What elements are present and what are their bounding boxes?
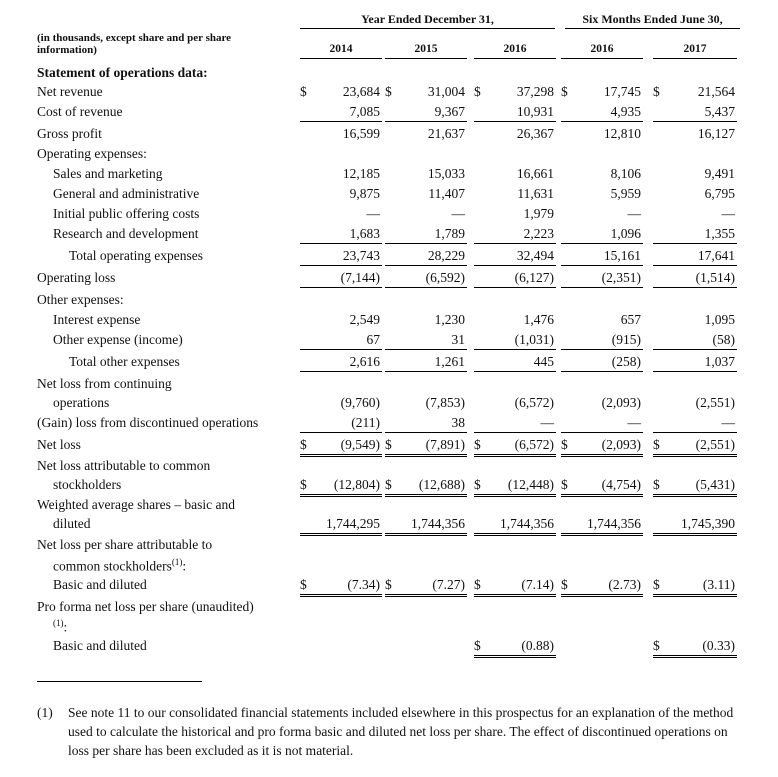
row-label bbox=[53, 393, 109, 412]
row-label bbox=[53, 614, 67, 637]
underline bbox=[653, 243, 737, 244]
double-underline bbox=[561, 533, 643, 536]
underline bbox=[653, 349, 737, 350]
value-cell: (6,572) bbox=[514, 437, 554, 452]
value-cell: (2,093) bbox=[601, 437, 641, 452]
double-underline bbox=[653, 594, 737, 597]
value-cell: 1,355 bbox=[704, 226, 735, 241]
value-cell: 32,494 bbox=[516, 248, 554, 263]
value-cell: (6,572) bbox=[514, 395, 554, 410]
value-cell: 1,744,356 bbox=[411, 516, 465, 531]
value-cell: (9,760) bbox=[340, 395, 380, 410]
value-cell: — bbox=[451, 206, 465, 221]
value-cell: 21,564 bbox=[697, 84, 735, 99]
row-label-text: operations bbox=[53, 395, 110, 410]
currency-symbol: $ bbox=[474, 437, 481, 452]
year-header-5: 2017 bbox=[683, 43, 707, 55]
row-label-text: General and administrative bbox=[53, 186, 200, 201]
row-label-text: Weighted average shares – basic and bbox=[37, 497, 235, 512]
value-cell: — bbox=[721, 415, 735, 430]
double-underline bbox=[300, 594, 382, 597]
underline bbox=[561, 287, 643, 288]
currency-symbol: $ bbox=[474, 84, 481, 99]
row-label-text: diluted bbox=[53, 516, 91, 531]
value-cell: 6,795 bbox=[704, 186, 735, 201]
double-underline bbox=[474, 533, 556, 536]
value-cell: 15,033 bbox=[427, 166, 465, 181]
value-cell: (9,549) bbox=[340, 437, 380, 452]
underline bbox=[561, 349, 643, 350]
value-cell: 2,549 bbox=[349, 312, 380, 327]
value-cell: (7.27) bbox=[432, 577, 465, 592]
value-cell: (7.14) bbox=[521, 577, 554, 592]
underline bbox=[474, 265, 556, 266]
row-label bbox=[53, 636, 147, 655]
double-underline bbox=[653, 533, 737, 536]
value-cell: (0.88) bbox=[521, 638, 554, 653]
underline bbox=[561, 371, 643, 372]
underline bbox=[561, 121, 643, 122]
row-label bbox=[37, 435, 81, 454]
currency-symbol: $ bbox=[385, 477, 392, 492]
row-label bbox=[37, 535, 212, 554]
underline bbox=[653, 287, 737, 288]
value-cell: 1,745,390 bbox=[681, 516, 735, 531]
row-label bbox=[37, 144, 147, 163]
value-cell: (3.11) bbox=[702, 577, 735, 592]
value-cell: 16,599 bbox=[342, 126, 380, 141]
currency-symbol: $ bbox=[474, 477, 481, 492]
currency-symbol: $ bbox=[300, 437, 307, 452]
value-cell: (7,853) bbox=[425, 395, 465, 410]
currency-symbol: $ bbox=[300, 577, 307, 592]
row-label-text: Basic and diluted bbox=[53, 638, 147, 653]
value-cell: 10,931 bbox=[516, 104, 554, 119]
value-cell: (7.34) bbox=[347, 577, 380, 592]
underline bbox=[561, 265, 643, 266]
row-label bbox=[37, 102, 122, 121]
double-underline bbox=[561, 454, 643, 457]
row-label-text: Net revenue bbox=[37, 84, 103, 99]
value-cell: 11,631 bbox=[517, 186, 554, 201]
value-cell: 31,004 bbox=[427, 84, 465, 99]
value-cell: 1,744,356 bbox=[500, 516, 554, 531]
currency-symbol: $ bbox=[385, 577, 392, 592]
double-underline bbox=[385, 454, 467, 457]
value-cell: (1,031) bbox=[514, 332, 554, 347]
double-underline bbox=[300, 454, 382, 457]
value-cell: 11,407 bbox=[428, 186, 465, 201]
underline bbox=[561, 432, 643, 433]
value-cell: 1,230 bbox=[434, 312, 465, 327]
underline bbox=[474, 121, 556, 122]
year-header-1: 2014 bbox=[329, 43, 353, 55]
underline bbox=[385, 121, 467, 122]
row-label bbox=[53, 224, 198, 243]
row-label bbox=[37, 495, 235, 514]
value-cell: 445 bbox=[533, 354, 554, 369]
double-underline bbox=[385, 594, 467, 597]
row-label-text: Sales and marketing bbox=[53, 166, 163, 181]
underline bbox=[561, 243, 643, 244]
value-cell: 31 bbox=[451, 332, 465, 347]
value-cell: (7,891) bbox=[425, 437, 465, 452]
currency-symbol: $ bbox=[653, 638, 660, 653]
value-cell: (12,804) bbox=[333, 477, 380, 492]
value-cell: (12,688) bbox=[418, 477, 465, 492]
value-cell: 23,743 bbox=[342, 248, 380, 263]
value-cell: 38 bbox=[451, 415, 465, 430]
row-label-text: Basic and diluted bbox=[53, 577, 147, 592]
value-cell: (4,754) bbox=[601, 477, 641, 492]
value-cell: (1,514) bbox=[695, 270, 735, 285]
year-header-rule bbox=[561, 58, 643, 59]
value-cell: 9,367 bbox=[434, 104, 465, 119]
footnote-number: (1) bbox=[37, 705, 53, 720]
row-label bbox=[37, 290, 124, 309]
value-cell: 16,661 bbox=[516, 166, 554, 181]
row-label-text: Net loss from continuing bbox=[37, 376, 172, 391]
value-cell: 4,935 bbox=[610, 104, 641, 119]
value-cell: 8,106 bbox=[610, 166, 641, 181]
currency-symbol: $ bbox=[561, 84, 568, 99]
value-cell: (2,551) bbox=[695, 395, 735, 410]
double-underline bbox=[474, 655, 556, 658]
row-label-text: Total operating expenses bbox=[69, 248, 204, 263]
currency-symbol: $ bbox=[474, 638, 481, 653]
underline bbox=[385, 243, 467, 244]
footnote-text: See note 11 to our consolidated financial statements included elsewhere in this prospectus for an explanation of the method used to calculate the historical and pro forma basic and diluted net loss per share. The effect of discontinued operations on loss per share has been excluded as it is not material. bbox=[68, 705, 734, 758]
value-cell: 9,491 bbox=[704, 166, 735, 181]
row-label-text: stockholders bbox=[53, 477, 122, 492]
year-header-4: 2016 bbox=[590, 43, 614, 55]
value-cell: 9,875 bbox=[349, 186, 380, 201]
value-cell: 5,959 bbox=[610, 186, 641, 201]
row-label bbox=[37, 597, 254, 616]
currency-symbol: $ bbox=[385, 84, 392, 99]
double-underline bbox=[561, 594, 643, 597]
value-cell: — bbox=[627, 206, 641, 221]
value-cell: 23,684 bbox=[342, 84, 380, 99]
row-label-text: Other expense (income) bbox=[53, 332, 183, 347]
double-underline bbox=[300, 533, 382, 536]
double-underline bbox=[561, 494, 643, 497]
currency-symbol: $ bbox=[300, 84, 307, 99]
value-cell: — bbox=[721, 206, 735, 221]
value-cell: 15,161 bbox=[603, 248, 641, 263]
value-cell: 5,437 bbox=[704, 104, 735, 119]
row-label-text: Total other expenses bbox=[69, 354, 180, 369]
year-header-rule bbox=[474, 58, 556, 59]
underline bbox=[300, 287, 382, 288]
double-underline bbox=[300, 494, 382, 497]
row-label-text: Net loss bbox=[37, 437, 81, 452]
value-cell: 1,476 bbox=[523, 312, 554, 327]
value-cell: 17,745 bbox=[603, 84, 641, 99]
underline bbox=[474, 371, 556, 372]
row-label-text: Gross profit bbox=[37, 126, 102, 141]
currency-symbol: $ bbox=[653, 437, 660, 452]
footnote-ref: (1) bbox=[53, 618, 64, 628]
underline bbox=[300, 243, 382, 244]
year-header-rule bbox=[653, 58, 737, 59]
value-cell: 1,789 bbox=[434, 226, 465, 241]
underline bbox=[385, 371, 467, 372]
footnote-ref: (1) bbox=[171, 557, 183, 567]
row-label-text: common stockholders bbox=[53, 558, 172, 574]
underline bbox=[653, 265, 737, 266]
row-label bbox=[37, 413, 258, 432]
value-cell: 1,744,295 bbox=[326, 516, 380, 531]
double-underline bbox=[653, 454, 737, 457]
six-months-header: Six Months Ended June 30, bbox=[582, 12, 723, 26]
double-underline bbox=[474, 454, 556, 457]
year-ended-header: Year Ended December 31, bbox=[361, 12, 494, 26]
underline bbox=[385, 349, 467, 350]
value-cell: 1,683 bbox=[349, 226, 380, 241]
row-label-text: Operating expenses: bbox=[37, 146, 147, 161]
year-header-rule bbox=[300, 58, 382, 59]
value-cell: 2,223 bbox=[523, 226, 554, 241]
value-cell: 7,085 bbox=[349, 104, 380, 119]
value-cell: (915) bbox=[611, 332, 641, 347]
row-label-text: Research and development bbox=[53, 226, 199, 241]
row-label bbox=[53, 164, 162, 183]
underline bbox=[300, 432, 382, 433]
underline bbox=[300, 265, 382, 266]
row-label bbox=[37, 268, 115, 287]
value-cell: 28,229 bbox=[427, 248, 465, 263]
row-label bbox=[53, 514, 91, 533]
underline bbox=[653, 432, 737, 433]
value-cell: 17,641 bbox=[697, 248, 735, 263]
six-months-rule bbox=[565, 28, 740, 29]
value-cell: (0.33) bbox=[702, 638, 735, 653]
row-label-text: Net loss attributable to common bbox=[37, 458, 211, 473]
underline bbox=[474, 349, 556, 350]
value-cell: 1,979 bbox=[523, 206, 554, 221]
underline bbox=[385, 287, 467, 288]
underline bbox=[300, 371, 382, 372]
row-label bbox=[37, 124, 102, 143]
value-cell: 2,616 bbox=[349, 354, 380, 369]
underline bbox=[474, 287, 556, 288]
value-cell: 1,095 bbox=[704, 312, 735, 327]
currency-symbol: $ bbox=[653, 477, 660, 492]
underline bbox=[653, 371, 737, 372]
row-label bbox=[69, 246, 203, 265]
value-cell: 26,367 bbox=[516, 126, 554, 141]
year-header-2: 2015 bbox=[414, 43, 438, 55]
value-cell: 657 bbox=[620, 312, 641, 327]
year-header-rule bbox=[385, 58, 467, 59]
underline bbox=[300, 121, 382, 122]
row-label bbox=[53, 553, 186, 576]
underline bbox=[385, 432, 467, 433]
value-cell: (5,431) bbox=[695, 477, 735, 492]
row-label bbox=[53, 310, 140, 329]
row-label-text: Operating loss bbox=[37, 270, 116, 285]
row-label-suffix: : bbox=[63, 619, 68, 635]
currency-symbol: $ bbox=[561, 477, 568, 492]
value-cell: (58) bbox=[712, 332, 735, 347]
value-cell: (2,351) bbox=[601, 270, 641, 285]
row-label bbox=[69, 352, 180, 371]
value-cell: (6,127) bbox=[514, 270, 554, 285]
currency-symbol: $ bbox=[474, 577, 481, 592]
value-cell: (2,551) bbox=[695, 437, 735, 452]
row-label-text: Interest expense bbox=[53, 312, 141, 327]
currency-symbol: $ bbox=[561, 577, 568, 592]
year-header-3: 2016 bbox=[503, 43, 527, 55]
double-underline bbox=[653, 655, 737, 658]
row-label-text: Initial public offering costs bbox=[53, 206, 200, 221]
currency-symbol: $ bbox=[385, 437, 392, 452]
value-cell: 21,637 bbox=[427, 126, 465, 141]
row-label bbox=[53, 575, 147, 594]
underline bbox=[653, 121, 737, 122]
value-cell: (7,144) bbox=[340, 270, 380, 285]
value-cell: 1,037 bbox=[704, 354, 735, 369]
row-label-text: Cost of revenue bbox=[37, 104, 123, 119]
value-cell: (258) bbox=[611, 354, 641, 369]
value-cell: 37,298 bbox=[516, 84, 554, 99]
row-label bbox=[53, 204, 199, 223]
units-note: (in thousands, except share and per share information) bbox=[37, 32, 232, 56]
double-underline bbox=[474, 494, 556, 497]
value-cell: — bbox=[366, 206, 380, 221]
row-label-text: Net loss per share attributable to bbox=[37, 537, 213, 552]
value-cell: (211) bbox=[351, 415, 380, 430]
row-label bbox=[53, 184, 199, 203]
value-cell: 12,185 bbox=[342, 166, 380, 181]
row-label-suffix: : bbox=[182, 558, 187, 574]
currency-symbol: $ bbox=[653, 84, 660, 99]
value-cell: 12,810 bbox=[603, 126, 641, 141]
row-label bbox=[37, 374, 172, 393]
row-label bbox=[37, 63, 208, 82]
row-label-text: (Gain) loss from discontinued operations bbox=[37, 415, 259, 430]
row-label-text: Pro forma net loss per share (unaudited) bbox=[37, 599, 254, 614]
currency-symbol: $ bbox=[561, 437, 568, 452]
row-label bbox=[37, 456, 210, 475]
value-cell: — bbox=[627, 415, 641, 430]
underline bbox=[300, 349, 382, 350]
row-label bbox=[37, 82, 103, 101]
row-label-text: Statement of operations data: bbox=[37, 65, 208, 80]
double-underline bbox=[385, 533, 467, 536]
value-cell: (2,093) bbox=[601, 395, 641, 410]
value-cell: 67 bbox=[366, 332, 380, 347]
underline bbox=[474, 432, 556, 433]
double-underline bbox=[385, 494, 467, 497]
row-label bbox=[53, 330, 183, 349]
row-label-text: Other expenses: bbox=[37, 292, 124, 307]
currency-symbol: $ bbox=[653, 577, 660, 592]
value-cell: 1,744,356 bbox=[587, 516, 641, 531]
double-underline bbox=[474, 594, 556, 597]
value-cell: (12,448) bbox=[507, 477, 554, 492]
footnote-rule bbox=[37, 681, 202, 682]
value-cell: 1,096 bbox=[610, 226, 641, 241]
value-cell: 1,261 bbox=[434, 354, 465, 369]
currency-symbol: $ bbox=[300, 477, 307, 492]
row-label bbox=[53, 475, 121, 494]
double-underline bbox=[653, 494, 737, 497]
underline bbox=[474, 243, 556, 244]
value-cell: (6,592) bbox=[425, 270, 465, 285]
year-ended-rule bbox=[300, 28, 555, 29]
value-cell: 16,127 bbox=[697, 126, 735, 141]
value-cell: — bbox=[540, 415, 554, 430]
underline bbox=[385, 265, 467, 266]
value-cell: (2.73) bbox=[608, 577, 641, 592]
